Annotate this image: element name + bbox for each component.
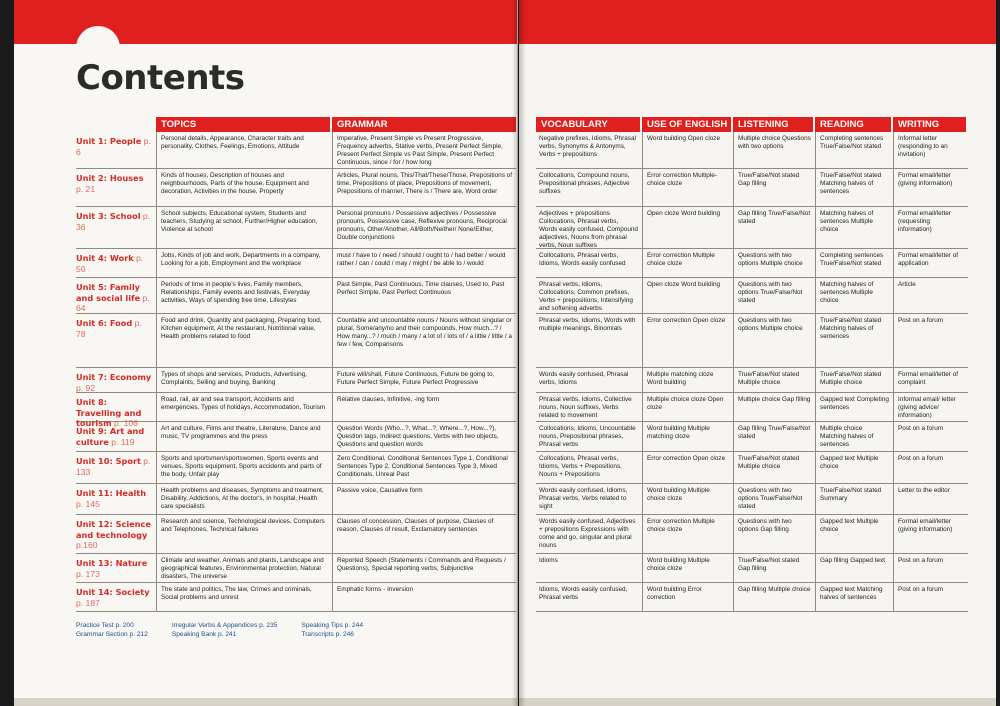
use-of-english-cell: Multiple matching cloze Word building xyxy=(642,368,733,392)
grammar-cell: Articles, Plural nouns, This/That/These/Those, Prepositions of time, Prepositions of place, Prepositions of movement, Prepositions of manner, There is / There are, Word order xyxy=(332,169,516,206)
topics-cell: School subjects, Educational system, Students and teachers, Studying at school, Further/Higher education, Violence at school xyxy=(156,207,332,248)
listening-cell: Questions with two options True/False/Not stated xyxy=(733,484,815,514)
contents-table-right xyxy=(536,117,968,612)
topics-cell: Food and drink, Quantity and packaging, Preparing food, Kitchen equipment, At the restaurant, Nutritional value, Health problems related to food xyxy=(156,314,332,367)
unit-label[interactable] xyxy=(76,169,156,206)
unit-label[interactable] xyxy=(76,554,156,582)
unit-name: Unit 13: Nature xyxy=(76,558,148,568)
unit-row xyxy=(76,554,516,583)
link-grammar-section[interactable]: Grammar Section p. 212 xyxy=(76,630,148,638)
bottom-links xyxy=(76,622,387,639)
unit-name: Unit 12: Science and technology xyxy=(76,519,151,540)
unit-name: Unit 6: Food xyxy=(76,318,133,328)
unit-page: p. 106 xyxy=(114,418,138,428)
unit-page: p. 6 xyxy=(76,136,151,157)
writing-cell: Formal email/letter (requesting information) xyxy=(893,207,968,248)
unit-name: Unit 2: Houses xyxy=(76,173,144,183)
vocabulary-cell: Phrasal verbs, Idioms, Collective nouns, Noun suffixes, Verbs related to movement xyxy=(539,396,632,420)
unit-name: Unit 9: Art and culture xyxy=(76,426,145,447)
grammar-cell: Imperative, Present Simple vs Present Progressive, Frequency adverbs, Stative verbs, Present Perfect Simple, Present Perfect Simple vs Past Simple, Present Perfect Continuous, since / for / how long xyxy=(332,132,516,168)
reading-cell: Gapped text Completing sentences xyxy=(815,393,893,421)
right-page xyxy=(519,0,996,706)
vocabulary-cell: Idioms, Words easily confused, Phrasal verbs xyxy=(539,586,628,602)
unit-page: p.160 xyxy=(76,540,98,550)
unit-label[interactable] xyxy=(76,249,156,277)
unit-label[interactable] xyxy=(76,583,156,611)
unit-name: Unit 8: Travelling and tourism xyxy=(76,397,142,428)
unit-row xyxy=(76,169,516,207)
vocabulary-cell: Idioms xyxy=(539,557,558,564)
left-page xyxy=(14,0,518,706)
unit-row xyxy=(76,484,516,515)
link-speaking-bank[interactable]: Speaking Bank p. 241 xyxy=(171,630,237,638)
skills-row xyxy=(536,132,968,169)
topics-cell: Road, rail, air and sea transport, Accidents and emergencies, Types of holidays, Accommodation, Tourism xyxy=(156,393,332,421)
writing-cell: Formal email/letter (giving information) xyxy=(893,515,968,553)
writing-cell: Formal email/letter (giving information) xyxy=(893,169,968,206)
listening-cell: True/False/Not stated Gap filling xyxy=(733,554,815,582)
header-grammar: GRAMMAR xyxy=(332,117,516,132)
listening-cell: Gap filling True/False/Not stated xyxy=(733,207,815,248)
grammar-cell: Question Words (Who...?, What...?, Where...?, How...?), Question tags, Indirect questions, Verbs with two objects, Questions and question words xyxy=(332,422,516,451)
writing-cell: Post on a forum xyxy=(893,422,968,451)
grammar-cell: Reported Speech (Statements / Commands and Requests / Questions), Special reporting verbs, Subjunctive xyxy=(332,554,516,582)
left-table-header xyxy=(76,117,516,132)
topics-cell: Kinds of houses, Description of houses and neighbourhoods, Parts of the house, Equipment and decoration, Activities in the house, Property xyxy=(156,169,332,206)
reading-cell: Completing sentences True/False/Not stated xyxy=(815,132,893,168)
vocabulary-cell: Words easily confused, Phrasal verbs, Idioms xyxy=(539,371,629,387)
unit-page: p. 50 xyxy=(76,253,144,274)
listening-cell: True/False/Not stated Multiple choice xyxy=(733,452,815,483)
skills-row xyxy=(536,554,968,583)
unit-label[interactable] xyxy=(76,422,156,451)
writing-cell: Post on a forum xyxy=(893,314,968,367)
vocabulary-cell: Collocations, Phrasal verbs, Idioms, Words easily confused xyxy=(539,252,626,268)
use-of-english-cell: Word building Multiple choice cloze xyxy=(642,484,733,514)
topics-cell: Sports and sportsmen/sportswomen, Sports events and venues, Sports equipment, Sports accidents and parts of the body, Unfair play xyxy=(156,452,332,483)
unit-row xyxy=(76,515,516,554)
use-of-english-cell: Error correction Open cloze xyxy=(642,452,733,483)
link-irregular-verbs[interactable]: Irregular Verbs & Appendices p. 235 xyxy=(171,622,278,629)
right-table-header xyxy=(536,117,968,132)
page-title: Contents xyxy=(76,58,245,98)
topics-cell: Climate and weather, Animals and plants, Landscape and geographical features, Environmental protection, Natural disasters, The universe xyxy=(156,554,332,582)
skills-row xyxy=(536,393,968,422)
skills-row xyxy=(536,422,968,452)
unit-name: Unit 7: Economy xyxy=(76,372,152,382)
unit-row xyxy=(76,452,516,484)
reading-cell: Multiple choice Matching halves of sentences xyxy=(815,422,893,451)
listening-cell: Gap filling Multiple choice xyxy=(733,583,815,611)
unit-page: p. 133 xyxy=(76,456,151,477)
reading-cell: Matching halves of sentences Multiple choice xyxy=(815,207,893,248)
vocabulary-cell: Collocations, Phrasal verbs, Idioms, Verbs + Prepositions, Nouns + Prepositions xyxy=(539,455,622,479)
link-transcripts[interactable]: Transcripts p. 246 xyxy=(301,630,354,638)
listening-cell: Questions with two options True/False/Not stated xyxy=(733,278,815,313)
unit-label[interactable] xyxy=(76,452,156,483)
use-of-english-cell: Multiple choice cloze Open cloze xyxy=(642,393,733,421)
listening-cell: Questions with two options Gap filling xyxy=(733,515,815,553)
header-band-right xyxy=(519,0,996,44)
unit-label[interactable] xyxy=(76,207,156,248)
unit-name: Unit 11: Health xyxy=(76,488,147,498)
unit-label[interactable] xyxy=(76,484,156,514)
unit-page: p. 36 xyxy=(76,211,151,232)
link-speaking-tips[interactable]: Speaking Tips p. 244 xyxy=(301,622,364,629)
grammar-cell: Past Simple, Past Continuous, Time clauses, Used to, Past Perfect Simple, Past Perfect Continuous xyxy=(332,278,516,313)
topics-cell: Health problems and diseases, Symptoms and treatment, Disability, Addictions, At the doctor's, In hospital, Health care specialists xyxy=(156,484,332,514)
grammar-cell: Zero Conditional, Conditional Sentences Type 1, Conditional Sentences Type 2, Conditional Sentences Type 3, Mixed Conditionals, Unreal Past xyxy=(332,452,516,483)
grammar-cell: Passive voice, Causative form xyxy=(332,484,516,514)
contents-table-left xyxy=(76,117,516,612)
unit-row xyxy=(76,393,516,428)
header-topics: TOPICS xyxy=(156,117,332,132)
unit-row xyxy=(76,132,516,169)
unit-row xyxy=(76,207,516,249)
unit-page: p. 64 xyxy=(76,292,150,313)
unit-label[interactable] xyxy=(76,132,156,168)
listening-cell: Questions with two options Multiple choice xyxy=(733,249,815,277)
use-of-english-cell: Open cloze Word building xyxy=(642,207,733,248)
reading-cell: Matching halves of sentences Multiple choice xyxy=(815,278,893,313)
skills-row xyxy=(536,314,968,368)
unit-name: Unit 5: Family and social life xyxy=(76,282,141,303)
writing-cell: Informal email/ letter (giving advice/ information) xyxy=(893,393,968,421)
skills-row xyxy=(536,278,968,314)
topics-cell: The state and politics, The law, Crimes and criminals, Social problems and unrest xyxy=(156,583,332,611)
writing-cell: Letter to the editor xyxy=(893,484,968,514)
unit-name: Unit 14: Society xyxy=(76,587,150,597)
topics-cell: Personal details, Appearance, Character traits and personality, Clothes, Feelings, Emotions, Attitude xyxy=(156,132,332,168)
writing-cell: Post on a forum xyxy=(893,452,968,483)
use-of-english-cell: Word building Open cloze xyxy=(642,132,733,168)
topics-cell: Periods of time in people's lives, Family members, Relationships, Family events and festivals, Everyday activities, Ways of spending free time, Lifestyles xyxy=(156,278,332,313)
vocabulary-cell: Words easily confused, Idioms, Phrasal verbs, Verbs related to sight xyxy=(539,487,628,511)
header-use-of-english: USE OF ENGLISH xyxy=(642,117,733,132)
grammar-cell: Countable and uncountable nouns / Nouns without singular or plural, Some/any/no and their compounds, How much...? / How many...? / much / many / a lot of / lots of / a little / little / a few / few, Comparisons xyxy=(332,314,516,367)
skills-row xyxy=(536,207,968,249)
grammar-cell: Emphatic forms - Inversion xyxy=(332,583,516,611)
skills-row xyxy=(536,484,968,515)
writing-cell: Formal email/letter of complaint xyxy=(893,368,968,392)
skills-row xyxy=(536,452,968,484)
reading-cell: True/False/Not stated Matching halves of sentences xyxy=(815,314,893,367)
use-of-english-cell: Word building Error correction xyxy=(642,583,733,611)
skills-row xyxy=(536,249,968,278)
unit-row xyxy=(76,278,516,314)
skills-row xyxy=(536,583,968,612)
vocabulary-cell: Collocations, Compound nouns, Prepositional phrases, Adjective suffixes xyxy=(539,172,630,196)
listening-cell: Questions with two options Multiple choice xyxy=(733,314,815,367)
unit-label[interactable] xyxy=(76,368,156,392)
unit-page: p. 21 xyxy=(76,183,96,194)
grammar-cell: Future will/shall, Future Continuous, Future be going to, Future Perfect Simple, Future Perfect Progressive xyxy=(332,368,516,392)
vocabulary-cell: Words easily confused, Adjectives + prepositions Expressions with come and go, singular and plural nouns xyxy=(539,518,636,550)
unit-row xyxy=(76,368,516,393)
reading-cell: Gapped text Matching halves of sentences xyxy=(815,583,893,611)
listening-cell: Multiple choice Questions with two options xyxy=(733,132,815,168)
grammar-cell: Personal pronouns / Possessive adjectives / Possessive pronouns, Possessive case, Reflexive pronouns, Reciprocal pronouns, Other/Another, All/Both/Neither/ None/Either, Double conjunctions xyxy=(332,207,516,248)
grammar-cell: Clauses of concession, Clauses of purpose, Clauses of reason, Clauses of result, Exclamatory sentences xyxy=(332,515,516,553)
unit-name: Unit 3: School xyxy=(76,211,141,221)
unit-page: p. 119 xyxy=(111,436,135,447)
listening-cell: True/False/Not stated Multiple choice xyxy=(733,368,815,392)
skills-row xyxy=(536,368,968,393)
right-bottom-edge xyxy=(519,698,996,706)
skills-row xyxy=(536,515,968,554)
unit-name: Unit 1: People xyxy=(76,136,142,146)
writing-cell: Informal letter (responding to an invitation) xyxy=(893,132,968,168)
use-of-english-cell: Error correction Open cloze xyxy=(642,314,733,367)
topics-cell: Art and culture, Films and theatre, Literature, Dance and music, TV programmes and the press xyxy=(156,422,332,451)
listening-cell: Multiple choice Gap filling xyxy=(733,393,815,421)
skills-row xyxy=(536,169,968,207)
unit-row xyxy=(76,422,516,452)
reading-cell: True/False/Not stated Summary xyxy=(815,484,893,514)
writing-cell: Post on a forum xyxy=(893,583,968,611)
unit-page: p. 187 xyxy=(76,597,100,608)
use-of-english-cell: Open cloze Word building xyxy=(642,278,733,313)
vocabulary-cell: Collocations, Idioms, Uncountable nouns, Prepositional phrases, Phrasal verbs xyxy=(539,425,636,449)
writing-cell: Post on a forum xyxy=(893,554,968,582)
use-of-english-cell: Error correction Multiple choice cloze xyxy=(642,515,733,553)
writing-cell: Article xyxy=(893,278,968,313)
unit-label[interactable] xyxy=(76,314,156,367)
reading-cell: Completing sentences True/False/Not stated xyxy=(815,249,893,277)
topics-cell: Research and science, Technological devices, Computers and Telephones, Technical failures xyxy=(156,515,332,553)
unit-name: Unit 10: Sport xyxy=(76,456,141,466)
unit-row xyxy=(76,249,516,278)
grammar-cell: must / have to / need / should / ought to / had better / would rather / can / could / may / might / be able to / would xyxy=(332,249,516,277)
unit-page: p. 145 xyxy=(76,498,100,509)
writing-cell: Formal email/letter of application xyxy=(893,249,968,277)
unit-name: Unit 4: Work xyxy=(76,253,134,263)
unit-label[interactable] xyxy=(76,278,156,313)
use-of-english-cell: Word building Multiple matching cloze xyxy=(642,422,733,451)
unit-page: p. 173 xyxy=(76,568,100,579)
topics-cell: Types of shops and services, Products, Advertising, Complaints, Selling and buying, Banking xyxy=(156,368,332,392)
grammar-cell: Relative clauses, Infinitive, -ing form xyxy=(332,393,516,421)
unit-page: p. 78 xyxy=(76,318,142,339)
unit-label[interactable] xyxy=(76,515,156,553)
use-of-english-cell: Word building Multiple choice cloze xyxy=(642,554,733,582)
link-practice-test[interactable]: Practice Test p. 200 xyxy=(76,622,134,629)
vocabulary-cell: Negative prefixes, Idioms, Phrasal verbs, Synonyms & Antonyms, Verbs + prepositions xyxy=(539,135,636,159)
reading-cell: True/False/Not stated Matching halves of sentences xyxy=(815,169,893,206)
vocabulary-cell: Phrasal verbs, Idioms, Words with multiple meanings, Binomials xyxy=(539,317,636,333)
header-writing: WRITING xyxy=(893,117,968,132)
unit-label[interactable] xyxy=(76,393,156,428)
use-of-english-cell: Error correction Multiple choice cloze xyxy=(642,249,733,277)
listening-cell: Gap filling True/False/Not stated xyxy=(733,422,815,451)
vocabulary-cell: Adjectives + prepositions Collocations, Phrasal verbs, Words easily confused, Compound adjectives, Nouns from phrasal verbs, Noun suffixes xyxy=(539,210,638,250)
reading-cell: Gapped text Multiple choice xyxy=(815,515,893,553)
listening-cell: True/False/Not stated Gap filling xyxy=(733,169,815,206)
reading-cell: Gap filling Gapped text xyxy=(815,554,893,582)
reading-cell: True/False/Not stated Multiple choice xyxy=(815,368,893,392)
header-listening: LISTENING xyxy=(733,117,815,132)
reading-cell: Gapped text Multiple choice xyxy=(815,452,893,483)
left-bottom-edge xyxy=(14,698,517,706)
topics-cell: Jobs, Kinds of job and work, Departments in a company, Looking for a job, Employment and the workplace xyxy=(156,249,332,277)
vocabulary-cell: Phrasal verbs, Idioms, Collocations, Common prefixes, Verbs + prepositions, Intensifying and softening adverbs xyxy=(539,281,633,313)
unit-row xyxy=(76,314,516,368)
use-of-english-cell: Error correction Multiple-choice cloze xyxy=(642,169,733,206)
unit-row xyxy=(76,583,516,612)
unit-page: p. 92 xyxy=(76,382,96,393)
header-vocabulary: VOCABULARY xyxy=(536,117,642,132)
header-reading: READING xyxy=(815,117,893,132)
